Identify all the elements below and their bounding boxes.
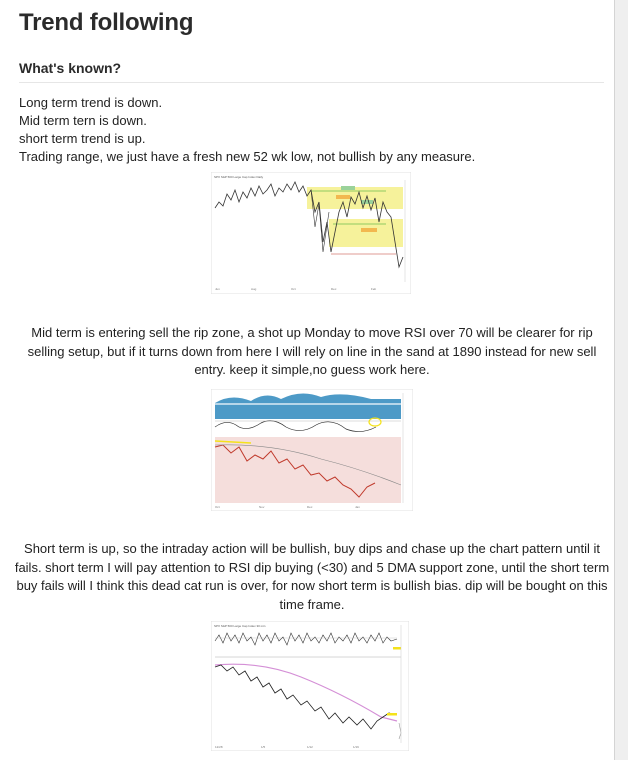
short-term-paragraph: Short term is up, so the intraday action will be bullish, buy dips and chase up the chart pattern until it fails. short term I will pay attention to RSI dip buying (<30) and 5 DMA support zone, until the short term buy fails will I think this dead cat run is over, for now short term is bullish bias. dip will be bought on this time frame. — [14, 541, 610, 612]
svg-text:Oct: Oct — [291, 287, 296, 291]
mid-term-paragraph: Mid term is entering sell the rip zone, a shot up Monday to move RSI over 70 will be clearer for rip selling setup, but if it turns down from here I will rely on line in the sand at 1890 instead for new sell entry. keep it simple,no guess work here. — [27, 325, 597, 377]
page-scroll-rail[interactable] — [615, 0, 628, 760]
known-list — [19, 94, 475, 166]
short-term-chart[interactable] — [211, 621, 409, 751]
svg-text:Jun: Jun — [215, 287, 220, 291]
svg-text:SPX S&P 500 Large Cap Index 3: SPX S&P 500 Large Cap Index 30 min — [214, 624, 266, 628]
known-line-mid-term: Mid term tern is down. — [19, 113, 147, 128]
svg-text:12/28: 12/28 — [215, 745, 223, 749]
mid-term-chart[interactable] — [211, 389, 413, 511]
heading-divider — [19, 82, 604, 83]
section-heading: What's known? — [19, 60, 122, 76]
known-line-trading-range: Trading range, we just have a fresh new 52 wk low, not bullish by any measure. — [19, 149, 476, 164]
known-line-long-term: Long term trend is down. — [19, 95, 163, 110]
svg-text:Dec: Dec — [331, 287, 337, 291]
svg-text:Jan: Jan — [355, 505, 360, 509]
svg-text:1/19: 1/19 — [353, 745, 359, 749]
svg-text:Oct: Oct — [215, 505, 220, 509]
svg-text:Nov: Nov — [259, 505, 265, 509]
svg-text:Aug: Aug — [251, 287, 257, 291]
svg-text:Dec: Dec — [307, 505, 313, 509]
svg-text:1/12: 1/12 — [307, 745, 313, 749]
svg-text:SPX S&P 500 Large Cap Index D: SPX S&P 500 Large Cap Index Daily — [214, 175, 264, 179]
long-term-chart[interactable] — [211, 172, 411, 294]
post-title: Trend following — [19, 9, 194, 36]
svg-text:1/5: 1/5 — [261, 745, 266, 749]
known-line-short-term: short term trend is up. — [19, 131, 146, 146]
svg-text:Feb: Feb — [371, 287, 377, 291]
